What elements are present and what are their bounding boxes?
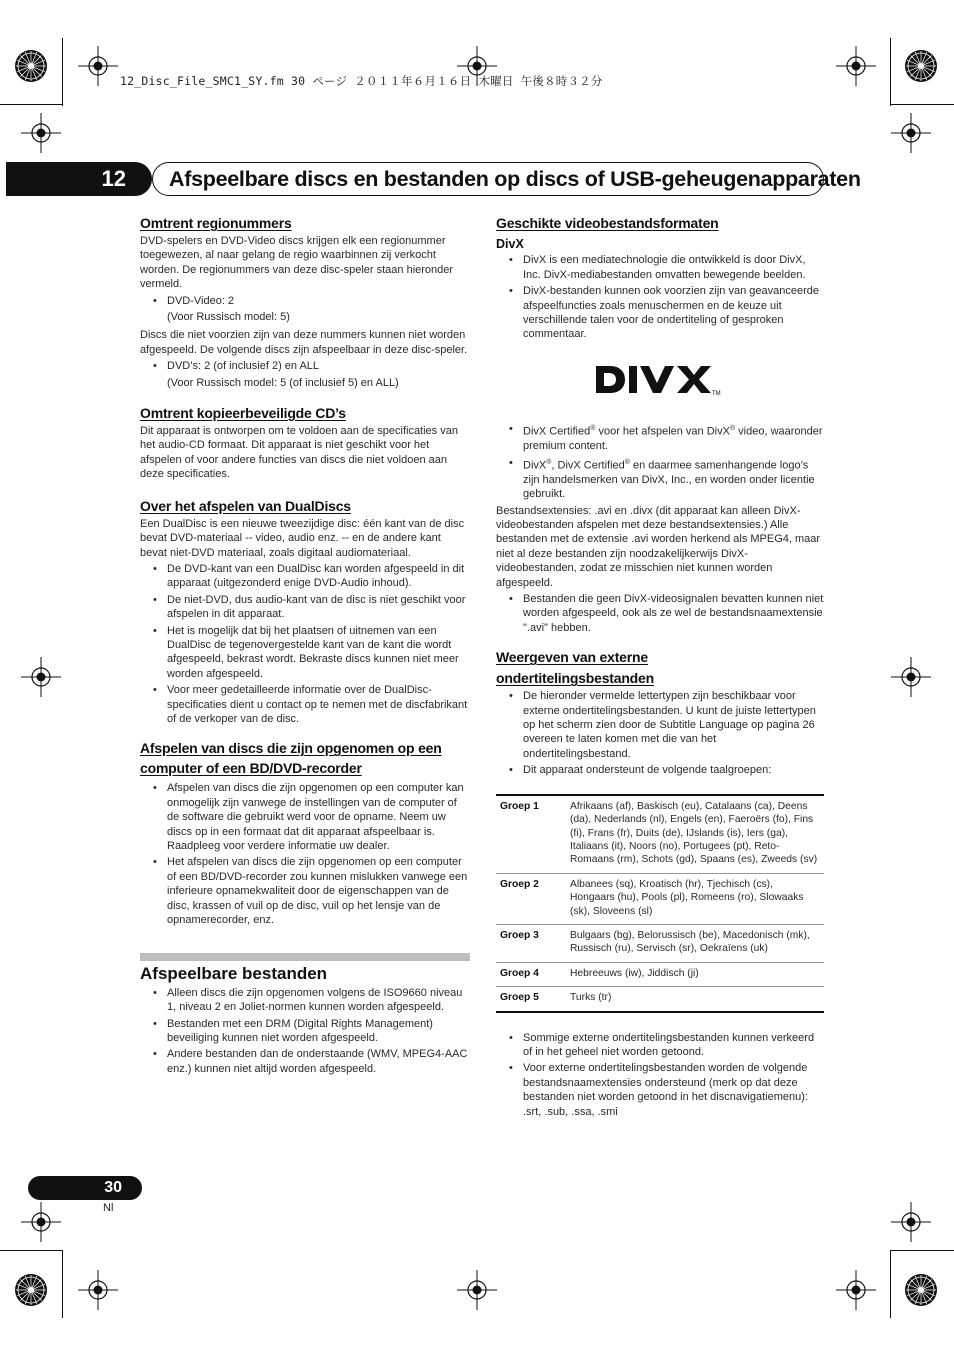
dualdisc-list: [140, 562, 470, 726]
group-name: Groep 4: [496, 962, 566, 986]
language-groups-table: [496, 794, 824, 1013]
list-item: [167, 359, 470, 390]
list-item: • Het afspelen van discs die zijn opgenomen op een computer of een BD/DVD-recorder zou kunnen mislukken vanwege een inferieure opnamekwaliteit door de eigenschappen van de disc, krassen of vuil op de disc, vuil op het lensje van de opnamerecorder, enz.: [167, 855, 470, 927]
table-row: [496, 795, 824, 874]
video-formats-heading: Geschikte videobestandsformaten: [496, 215, 719, 231]
recorded-discs-heading: Afspelen van discs die zijn opgenomen op een computer of een BD/DVD-recorder: [140, 740, 442, 777]
list-item: [523, 422, 826, 453]
registered-mark: ®: [729, 425, 736, 433]
list-item: • De niet-DVD, dus audio-kant van de disc is niet geschikt voor afspelen in dit apparaat.: [167, 593, 470, 622]
text-span: en daarmee samenhangende logo’s zijn handelsmerken van DivX, Inc., en worden onder licentie gebruikt.: [523, 459, 815, 501]
list-item: • Afspelen van discs die zijn opgenomen op een computer kan onmogelijk zijn vanwege de instellingen van de computer of de software die gebruikt werd voor de opname. Neem uw discs op in een formaat dat dit apparaat afspeelbaar is. Raadpleeg voor verdere informatie uw dealer.: [167, 781, 470, 853]
subtitles-heading: [496, 647, 826, 689]
list-item-text: • DVD-Video: 2: [167, 294, 235, 307]
heading-line: ondertitelingsbestanden: [496, 670, 654, 687]
text-span: DivX Certified: [523, 425, 591, 438]
registered-mark: ®: [590, 425, 596, 433]
chapter-title: Afspeelbare discs en bestanden op discs of USB-geheugenapparaten: [169, 166, 861, 191]
divx-list: [496, 253, 826, 341]
trademark-label: TM: [712, 390, 721, 397]
list-item: • Voor externe ondertitelingsbestanden worden de volgende bestandsnaamextensies ondersteund (merk op dat deze bestanden niet worden getoond in het discnavigatiemenu): .srt, .sub, .ssa, .smi: [523, 1061, 826, 1119]
list-item: • DivX-bestanden kunnen ook voorzien zijn van geavanceerde afspeelfuncties zoals menuschermen en de keuze uit verschillende talen voor de ondertiteling of gesproken commentaar.: [523, 284, 826, 342]
playable-files-heading: Afspeelbare bestanden: [140, 964, 328, 984]
chapter-number-tab: [6, 162, 152, 196]
registered-mark: ®: [546, 458, 552, 466]
file-info-line: 12_Disc_File_SMC1_SY.fm 30 ページ ２０１１年６月１６日 木曜日 午後８時３２分: [120, 74, 603, 88]
group-languages: Albanees (sq), Kroatisch (hr), Tjechisch (cs), Hongaars (hu), Pools (pl), Romeens (ro), Slowaaks (sk), Sloveens (sl): [566, 873, 824, 924]
group-languages: Bulgaars (bg), Belorussisch (be), Macedonisch (mk), Russisch (ru), Servisch (sr), Oekraïens (uk): [566, 924, 824, 962]
file-extensions-text: Bestandsextensies: .avi en .divx (dit apparaat kan alleen DivX-videobestanden afspelen met deze bestandsextensies.) Alle bestanden met de extensie .avi worden herkend als MPEG4, maar niet al deze bestanden zijn noodzakelijkerwijs DivX-videobestanden, zodat ze misschien niet kunnen worden afgespeeld.: [496, 504, 821, 589]
group-languages: Afrikaans (af), Baskisch (eu), Catalaans (ca), Deens (da), Nederlands (nl), Engels (en), Faeroërs (fo), Fins (fi), Frans (fr), Duits (de), IJslands (is), Iers (ga), Italiaans (it), Noors (no), Portugees (pt), Reto-Romaans (rm), Schots (gd), Spaans (es), Zweeds (sv): [566, 795, 824, 874]
group-name: Groep 1: [496, 795, 566, 874]
list-item-text: (Voor Russisch model: 5 (of inclusief 5) en ALL): [167, 376, 399, 389]
section-divider-bar: [140, 953, 470, 961]
list-item: • Andere bestanden dan de onderstaande (WMV, MPEG4-AAC enz.) kunnen niet altijd worden afgespeeld.: [167, 1047, 470, 1076]
copy-protection-heading: Omtrent kopieerbeveiligde CD’s: [140, 405, 346, 422]
language-code: Nl: [103, 1202, 114, 1214]
registered-mark: ®: [624, 458, 630, 466]
group-name: Groep 3: [496, 924, 566, 962]
list-item: • Bestanden met een DRM (Digital Rights Management) beveiliging kunnen niet worden afgespeeld.: [167, 1017, 470, 1046]
list-item-text: • DVD’s: 2 (of inclusief 2) en ALL: [167, 360, 320, 373]
divx-logo-graphic: [594, 362, 726, 398]
list-item: [167, 294, 470, 325]
list-item: • Dit apparaat ondersteunt de volgende taalgroepen:: [523, 763, 826, 777]
heading-line: Weergeven van externe: [496, 649, 648, 666]
page-number-pill: [28, 1176, 142, 1200]
divx-cert-list: [496, 422, 826, 501]
regions-para2: Discs die niet voorzien zijn van deze nummers kunnen niet worden afgespeeld. De volgende discs zijn afspeelbaar in deze disc-speler.: [140, 329, 468, 356]
list-item: • De hieronder vermelde lettertypen zijn beschikbaar voor externe ondertitelingsbestanden. U kunt de juiste lettertypen op het scherm zien door de Subtitle Language op pagina 26 overeen te laten komen met die van het ondertitelingsbestand.: [523, 689, 826, 761]
subtitles-list: [496, 689, 826, 777]
text-span: , DivX Certified: [551, 459, 625, 472]
group-languages: Hebreeuws (iw), Jiddisch (ji): [566, 962, 824, 986]
group-name: Groep 5: [500, 992, 539, 1004]
regions-list-1: [140, 294, 470, 325]
list-item: • Bestanden die geen DivX-videosignalen bevatten kunnen niet worden afgespeeld, ook als ze wel de bestandsnaamextensie ".avi" hebben.: [523, 592, 826, 635]
list-item: • Alleen discs die zijn opgenomen volgens de ISO9660 niveau 1, niveau 2 en Joliet-normen kunnen worden afgespeeld.: [167, 986, 470, 1015]
chapter-number: 12: [101, 166, 126, 191]
regions-list-2: [140, 359, 470, 390]
recorded-discs-list: [140, 781, 470, 927]
table-row: [496, 987, 824, 1012]
right-column: [496, 213, 826, 1121]
playable-files-list: [140, 986, 470, 1076]
list-item: • DivX is een mediatechnologie die ontwikkeld is door DivX, Inc. DivX-mediabestanden omvatten bewegende beelden.: [523, 253, 826, 282]
page-number: 30: [104, 1179, 122, 1196]
list-item: • Voor meer gedetailleerde informatie over de DualDisc-specificaties dient u contact op te nemen met de discfabrikant of de verkoper van de disc.: [167, 683, 470, 726]
regions-intro: DVD-spelers en DVD-Video discs krijgen elk een regionummer toegewezen, al naar gelang de regio waarbinnen zij verkocht worden. De regionummers van deze disc-speler staan hieronder vermeld.: [140, 235, 454, 291]
text-span: voor het afspelen van DivX: [595, 425, 730, 438]
left-column: [140, 213, 470, 1078]
list-item: • Sommige externe ondertitelingsbestanden kunnen verkeerd of in het geheel niet worden getoond.: [523, 1031, 826, 1060]
list-item: [523, 456, 826, 502]
text-span: DivX: [523, 459, 547, 472]
table-row: [496, 924, 824, 962]
chapter-title-box: [152, 162, 861, 196]
group-languages: Turks (tr): [570, 992, 612, 1004]
divx-logo-text: DIVX: [596, 392, 599, 394]
group-name: Groep 2: [496, 873, 566, 924]
divx-logo: [594, 362, 826, 402]
dualdisc-text: Een DualDisc is een nieuwe tweezijdige disc: één kant van de disc bevat DVD-materiaal -- video, audio enz. -- en de andere kant bevat niet-DVD materiaal, zoals digitaal audiomateriaal.: [140, 517, 465, 559]
copy-protection-text: Dit apparaat is ontworpen om te voldoen aan de specificaties van het audio-CD formaat. Dit apparaat is niet geschikt voor het afspelen of voor andere functies van discs die niet voldoen aan deze specificaties.: [140, 425, 458, 481]
dualdisc-heading: Over het afspelen van DualDiscs: [140, 497, 351, 514]
subtitles-after-list: [496, 1031, 826, 1119]
table-row: [496, 962, 824, 986]
regions-heading: Omtrent regionummers: [140, 215, 292, 231]
divx-note-list: [496, 592, 826, 635]
list-item: • De DVD-kant van een DualDisc kan worden afgespeeld in dit apparaat (uitgezonderd enige DVD-Audio inhoud).: [167, 562, 470, 591]
divx-subheading: DivX: [496, 237, 524, 251]
list-item: • Het is mogelijk dat bij het plaatsen of uitnemen van een DualDisc de tegenovergestelde kant van de kant die wordt afgespeeld, bekrast wordt. Bekraste discs kunnen niet meer worden afgespeeld.: [167, 624, 470, 682]
list-item-text: (Voor Russisch model: 5): [167, 311, 290, 324]
table-row: [496, 873, 824, 924]
text-span: video, waaronder premium content.: [523, 425, 823, 453]
